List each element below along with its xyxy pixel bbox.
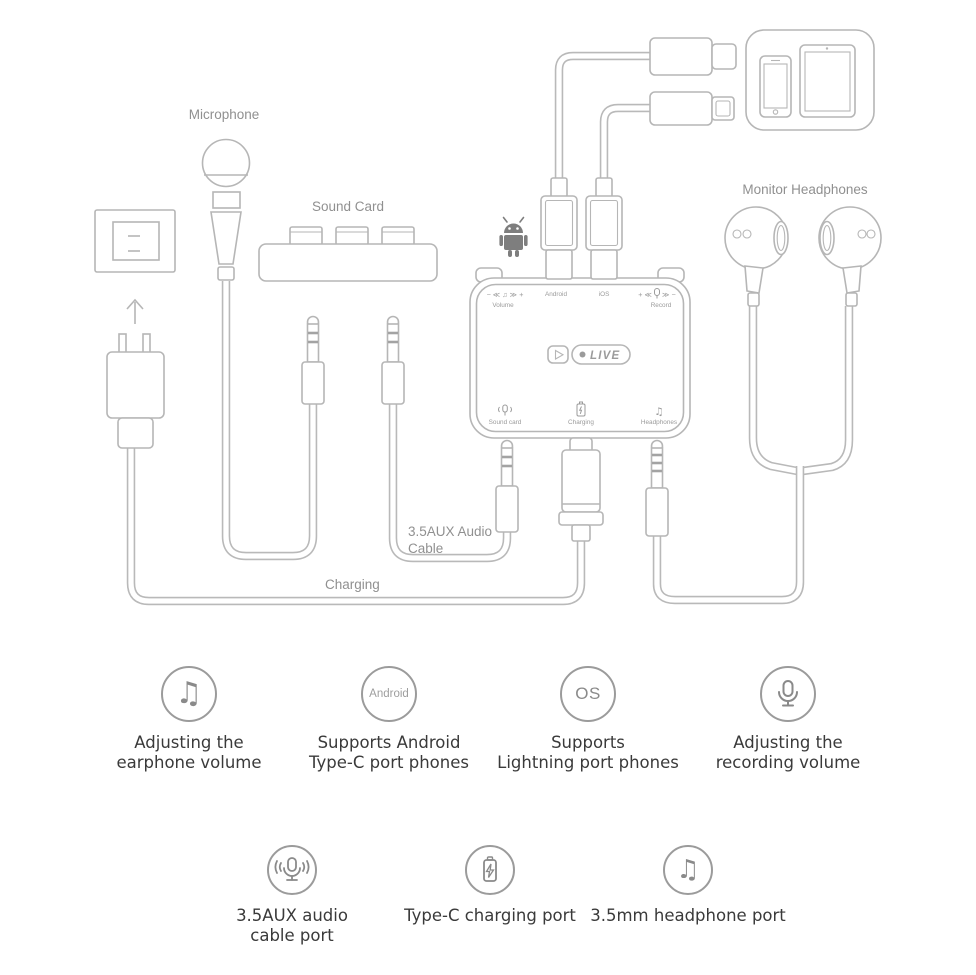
os-badge-icon: OS — [560, 666, 616, 722]
legend-caption: 3.5mm headphone port — [590, 906, 786, 925]
aux-cable-jack-bottom — [496, 441, 518, 533]
volume-scale-label: − ≪ ♫ ≫ + — [486, 290, 524, 299]
legend-caption: Type-C port phones — [309, 753, 469, 772]
mic-cable-jack — [302, 317, 324, 405]
legend-lightning-support — [478, 666, 698, 773]
battery-charging-icon — [465, 845, 515, 895]
live-label: LIVE — [590, 350, 621, 362]
lightning-connector — [650, 92, 734, 125]
legend-caption: cable port — [250, 926, 334, 945]
music-note-icon: ♫ — [663, 845, 713, 895]
devices-box — [746, 30, 874, 130]
legend-headphone-port — [578, 845, 798, 926]
volume-label: Volume — [492, 302, 514, 309]
legend-caption: earphone volume — [116, 753, 262, 772]
headphone-jack — [646, 441, 668, 537]
legend-charging-port — [380, 845, 600, 926]
record-label: Record — [650, 302, 672, 309]
microphone-icon — [760, 666, 816, 722]
aux-cable-label-line2: Cable — [408, 541, 444, 556]
ios-plug — [586, 178, 622, 279]
microphone — [203, 140, 250, 281]
headphones-port-note-icon: ♫ — [654, 406, 664, 418]
adapter-device — [470, 268, 690, 438]
sound-card-label: Sound Card — [311, 199, 385, 214]
android-robot-icon — [499, 218, 527, 258]
legend-aux-port — [182, 845, 402, 946]
charging-cable-label: Charging — [325, 577, 380, 592]
sound-card-port-label: Sound card — [488, 419, 522, 426]
legend-caption: Adjusting the — [733, 733, 843, 752]
legend-caption: Lightning port phones — [497, 753, 679, 772]
phone-icon — [760, 56, 791, 117]
monitor-headphones-label: Monitor Headphones — [742, 182, 868, 197]
power-charger — [107, 334, 164, 448]
legend-caption: 3.5AUX audio — [236, 906, 348, 925]
earbud-left — [725, 207, 788, 306]
aux-cable-label-line1: 3.5AUX Audio — [408, 524, 493, 539]
microphone-label: Microphone — [188, 107, 260, 122]
tablet-icon — [800, 45, 855, 117]
legend-earphone-volume — [79, 666, 299, 773]
wall-outlet — [95, 210, 175, 272]
type-c-charging-plug — [559, 438, 603, 541]
legend-caption: Supports Android — [317, 733, 461, 752]
legend-caption: Type-C charging port — [404, 906, 576, 925]
music-note-icon: ♫ — [161, 666, 217, 722]
earbud-right — [819, 207, 881, 306]
legend-caption: Supports — [551, 733, 625, 752]
android-badge-icon: Android — [361, 666, 417, 722]
microphone-waves-icon — [267, 845, 317, 895]
sound-card — [259, 227, 437, 281]
record-scale-right: ≫ − — [662, 290, 676, 299]
charging-port-label: Charging — [568, 419, 594, 426]
microphone-waves-glyph — [273, 856, 311, 884]
headphones-port-label: Headphones — [640, 419, 678, 426]
microphone-glyph — [775, 679, 801, 709]
android-port-label: Android — [544, 291, 568, 298]
android-plug — [541, 178, 577, 279]
legend-caption: recording volume — [715, 753, 861, 772]
record-scale-left: + ≪ — [638, 290, 652, 299]
legend-recording-volume — [678, 666, 898, 773]
battery-glyph — [475, 855, 505, 885]
legend-caption: Adjusting the — [134, 733, 244, 752]
legend-android-support — [279, 666, 499, 773]
arrow-up-icon — [127, 300, 143, 324]
aux-cable-jack-top — [382, 317, 404, 405]
ios-port-label: iOS — [598, 291, 610, 298]
usb-c-connector — [650, 38, 736, 75]
